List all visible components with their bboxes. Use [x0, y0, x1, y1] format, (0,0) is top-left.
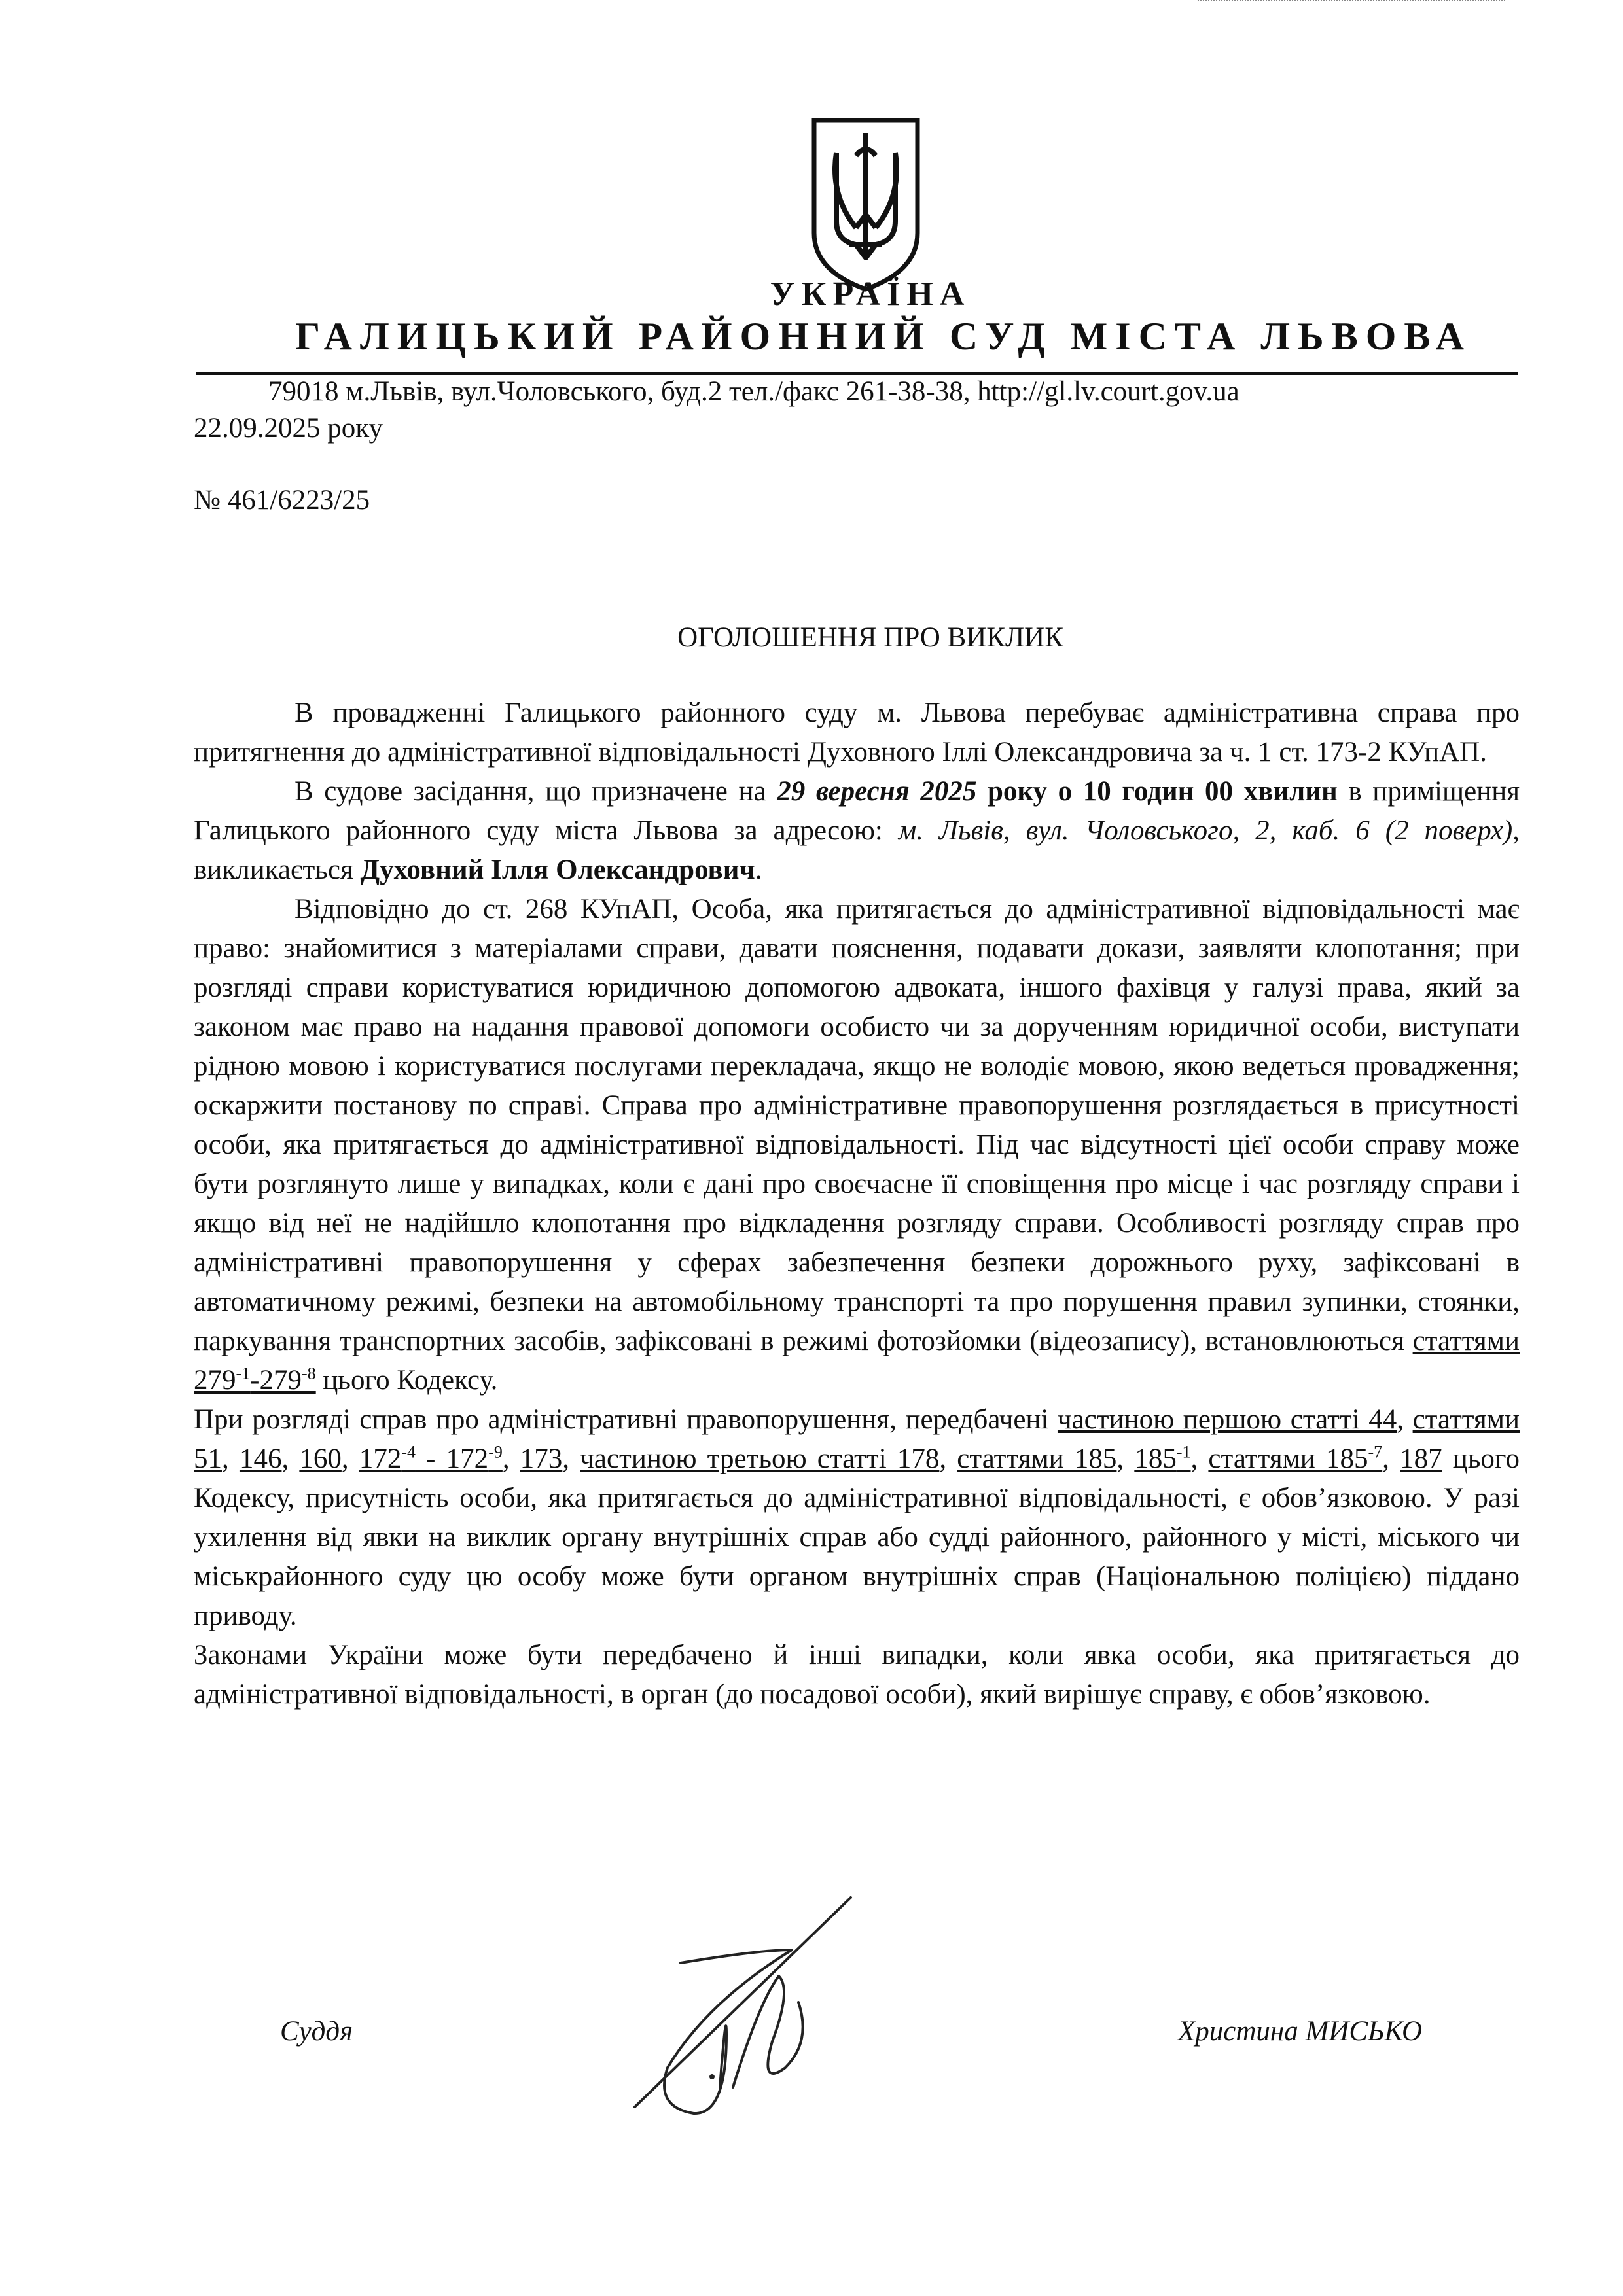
text: Відповідно до ст. 268 КУпАП, Особа, яка притягається до адміністративної відповідальності має право: знайомитися з матеріалами справи, давати пояснення, подавати докази, заявляти клопотання; при розгляді справи користуватися юридичною допомогою адвоката, іншого фахівця у галузі права, який за законом має право на надання правової допомоги особисто чи за дорученням юридичної особи, виступати рідною мовою і користуватися послугами перекладача, якщо не володіє мовою, якою ведеться провадження; оскаржити постанову по справі. Справа про адміністративне правопорушення розглядається в присутності особи, яка притягається до адміністративної відповідальності. Під час відсутності цієї особи справу може бути розглянуто лише у випадках, коли є дані про своєчасне її сповіщення про місце і час розгляду справи і якщо від неї не надійшло клопотання про відкладення розгляду справи. Особливості розгляду справ про адміністративні правопорушення у сферах забезпечення безпеки дорожнього руху, зафіксовані в автоматичному режимі, безпеки на автомобільному транспорті та про порушення правил зупинки, стоянки, паркування транспортних засобів, зафіксовані в режимі фотозйомки (відеозапису), встановлюються — [194, 894, 1520, 1356]
law-link[interactable]: статтями 185 — [957, 1443, 1117, 1474]
judge-role: Суддя — [280, 2016, 353, 2047]
court-name-heading: ГАЛИЦЬКИЙ РАЙОННИЙ СУД МІСТА ЛЬВОВА — [295, 315, 1472, 358]
document-date: 22.09.2025 року — [194, 413, 383, 444]
law-link[interactable]: частиною першою статті 44 — [1057, 1404, 1397, 1435]
header-divider — [196, 372, 1518, 375]
case-number: № 461/6223/25 — [194, 485, 370, 516]
paragraph-rights — [194, 890, 1520, 1400]
law-link[interactable]: статтями 51 — [194, 1404, 1520, 1474]
paragraph-other-cases: Законами України може бути передбачено й інші випадки, коли явка особи, яка притягається до адміністративної відповідальності, в орган (до посадової особи), який вирішує справу, є обов’язковою. — [194, 1640, 1520, 1710]
law-link[interactable]: статтями $185^{-7}$ — [1208, 1442, 1383, 1474]
law-link[interactable]: $185^{-1}$ — [1134, 1442, 1191, 1474]
scan-mark — [1198, 0, 1505, 5]
law-link[interactable]: статтями $279^{-1}-279^{-8}$ — [194, 1326, 1520, 1396]
hearing-address: м. Львів, вул. Чоловського, 2, каб. 6 (2 поверх) — [898, 815, 1513, 846]
court-address: 79018 м.Львів, вул.Чоловського, буд.2 тел./факс 261-38-38, http://gl.lv.court.gov.ua — [268, 376, 1240, 407]
hearing-date: 29 вересня 2025 — [777, 776, 977, 807]
summoned-person: Духовний Ілля Олександрович — [360, 855, 755, 885]
law-link[interactable]: 160 — [299, 1443, 342, 1474]
law-link[interactable]: $172^{-4} - 172^{-9}$ — [359, 1442, 503, 1474]
law-link[interactable]: частиною третьою статті 178 — [580, 1443, 940, 1474]
document-title: ОГОЛОШЕННЯ ПРО ВИКЛИК — [677, 622, 1063, 653]
text: в приміщення Галицького районного суду міста Львова за адресою: — [194, 776, 1520, 846]
trident-emblem-icon — [810, 116, 921, 293]
document-body — [194, 694, 1520, 1714]
law-link[interactable]: 173 — [520, 1443, 563, 1474]
text: В судове засідання, що призначене на — [294, 776, 777, 807]
paragraph-mandatory: При розгляді справ про адміністративні правопорушення, передбачені частиною першою статті 44, статтями 51, 146, 160, $172^{-4} - 172^{-9}$, 173, частиною третьою статті 178, статтями 185, $185^{-1}$, статтями $185^{-7}$, 187 цього Кодексу, присутність особи, яка притягається до адміністративної відповідальності, є обов’язковою. У разі ухилення від явки на виклик органу внутрішніх справ або судді районного, районного у місті, міського чи міськрайонного суду цю особу може бути органом внутрішніх справ (Національною поліцією) піддано приводу. — [194, 1404, 1520, 1631]
text: , викликається — [194, 815, 1520, 885]
judge-name: Христина МИСЬКО — [1178, 2016, 1422, 2047]
law-link[interactable]: 187 — [1400, 1443, 1442, 1474]
hearing-time: року о 10 годин 00 хвилин — [976, 776, 1338, 807]
law-link[interactable]: 146 — [239, 1443, 282, 1474]
country-heading: УКРАЇНА — [770, 275, 971, 313]
text: цього Кодексу. — [315, 1365, 498, 1396]
paragraph-case: В провадженні Галицького районного суду м. Львова перебуває адміністративна справа про притягнення до адміністративної відповідальності Духовного Іллі Олександровича за ч. 1 ст. 173-2 КУпАП. — [194, 698, 1520, 768]
text: . — [755, 855, 762, 885]
paragraph-hearing — [194, 772, 1520, 890]
handwritten-signature — [628, 1871, 864, 2146]
